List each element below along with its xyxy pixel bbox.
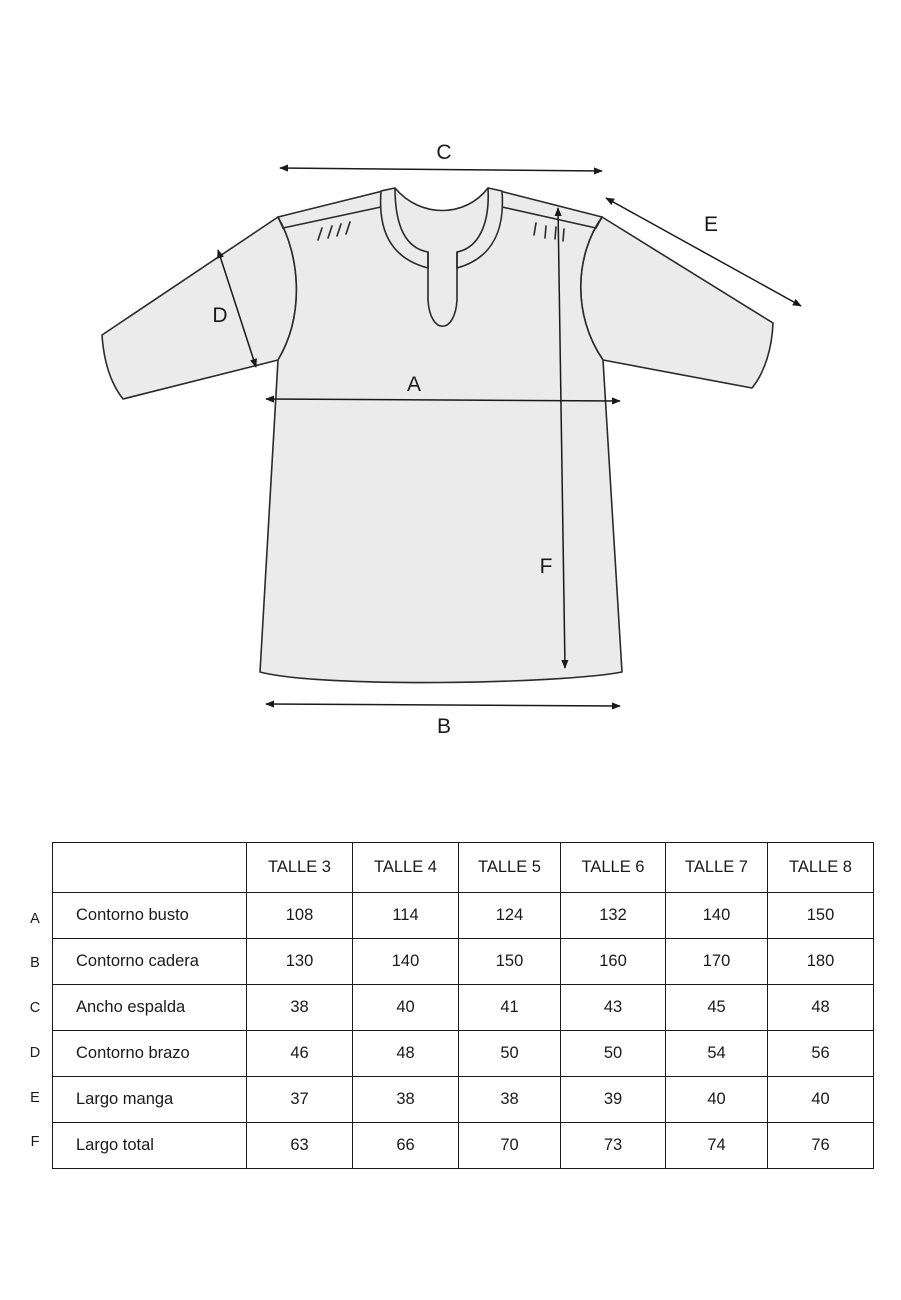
table-header-cell: TALLE 3 [247,843,353,893]
table-cell: 140 [353,939,459,985]
table-cell: 50 [459,1031,561,1077]
table-cell: 132 [561,893,666,939]
row-letter-a: A [30,911,40,927]
dimension-label-f: F [539,555,553,578]
table-cell: 160 [561,939,666,985]
table-row [53,1123,874,1169]
table-cell: 70 [459,1123,561,1169]
size-chart-table [52,842,874,1169]
table-row [53,1077,874,1123]
dimension-label-d: D [212,304,228,327]
table-cell: 50 [561,1031,666,1077]
table-cell: 66 [353,1123,459,1169]
row-letter-c: C [29,1000,41,1016]
table-header-corner [53,843,247,893]
table-cell: 150 [768,893,874,939]
left-sleeve [102,217,296,399]
table-header-cell: TALLE 4 [353,843,459,893]
table-cell: 73 [561,1123,666,1169]
table-row [53,893,874,939]
table-cell: 41 [459,985,561,1031]
table-cell: 170 [666,939,768,985]
table-cell: 40 [666,1077,768,1123]
row-letter-f: F [30,1134,40,1150]
table-cell: 38 [459,1077,561,1123]
table-cell: 130 [247,939,353,985]
dimension-label-b: B [436,715,452,738]
table-cell: 46 [247,1031,353,1077]
dimension-label-a: A [406,373,422,396]
dimension-label-c: C [436,141,452,164]
measure-name: Contorno brazo [53,1031,247,1077]
garment-body [260,188,622,683]
measure-name: Contorno cadera [53,939,247,985]
dimension-label-e: E [703,213,719,236]
table-cell: 43 [561,985,666,1031]
table-cell: 63 [247,1123,353,1169]
row-letter-b: B [30,955,40,971]
table-header-cell: TALLE 8 [768,843,874,893]
row-letter-d: D [29,1045,41,1061]
table-cell: 124 [459,893,561,939]
row-letter-e: E [30,1090,40,1106]
table-cell: 54 [666,1031,768,1077]
table-cell: 74 [666,1123,768,1169]
table-cell: 45 [666,985,768,1031]
table-header-row [53,843,874,893]
table-cell: 108 [247,893,353,939]
table-cell: 38 [353,1077,459,1123]
table-row [53,1031,874,1077]
right-sleeve [581,217,773,388]
table-cell: 48 [768,985,874,1031]
measure-name: Ancho espalda [53,985,247,1031]
dimension-arrow-c [280,168,602,171]
table-cell: 56 [768,1031,874,1077]
measure-name: Largo total [53,1123,247,1169]
table-header-cell: TALLE 5 [459,843,561,893]
table-cell: 140 [666,893,768,939]
table-header-cell: TALLE 7 [666,843,768,893]
table-cell: 40 [768,1077,874,1123]
table-row [53,939,874,985]
table-header-cell: TALLE 6 [561,843,666,893]
table-cell: 40 [353,985,459,1031]
table-cell: 38 [247,985,353,1031]
table-cell: 114 [353,893,459,939]
table-cell: 39 [561,1077,666,1123]
table-row [53,985,874,1031]
dimension-arrow-b [266,704,620,706]
table-cell: 180 [768,939,874,985]
table-cell: 37 [247,1077,353,1123]
table-cell: 150 [459,939,561,985]
measure-name: Largo manga [53,1077,247,1123]
table-cell: 76 [768,1123,874,1169]
measure-name: Contorno busto [53,893,247,939]
table-cell: 48 [353,1031,459,1077]
